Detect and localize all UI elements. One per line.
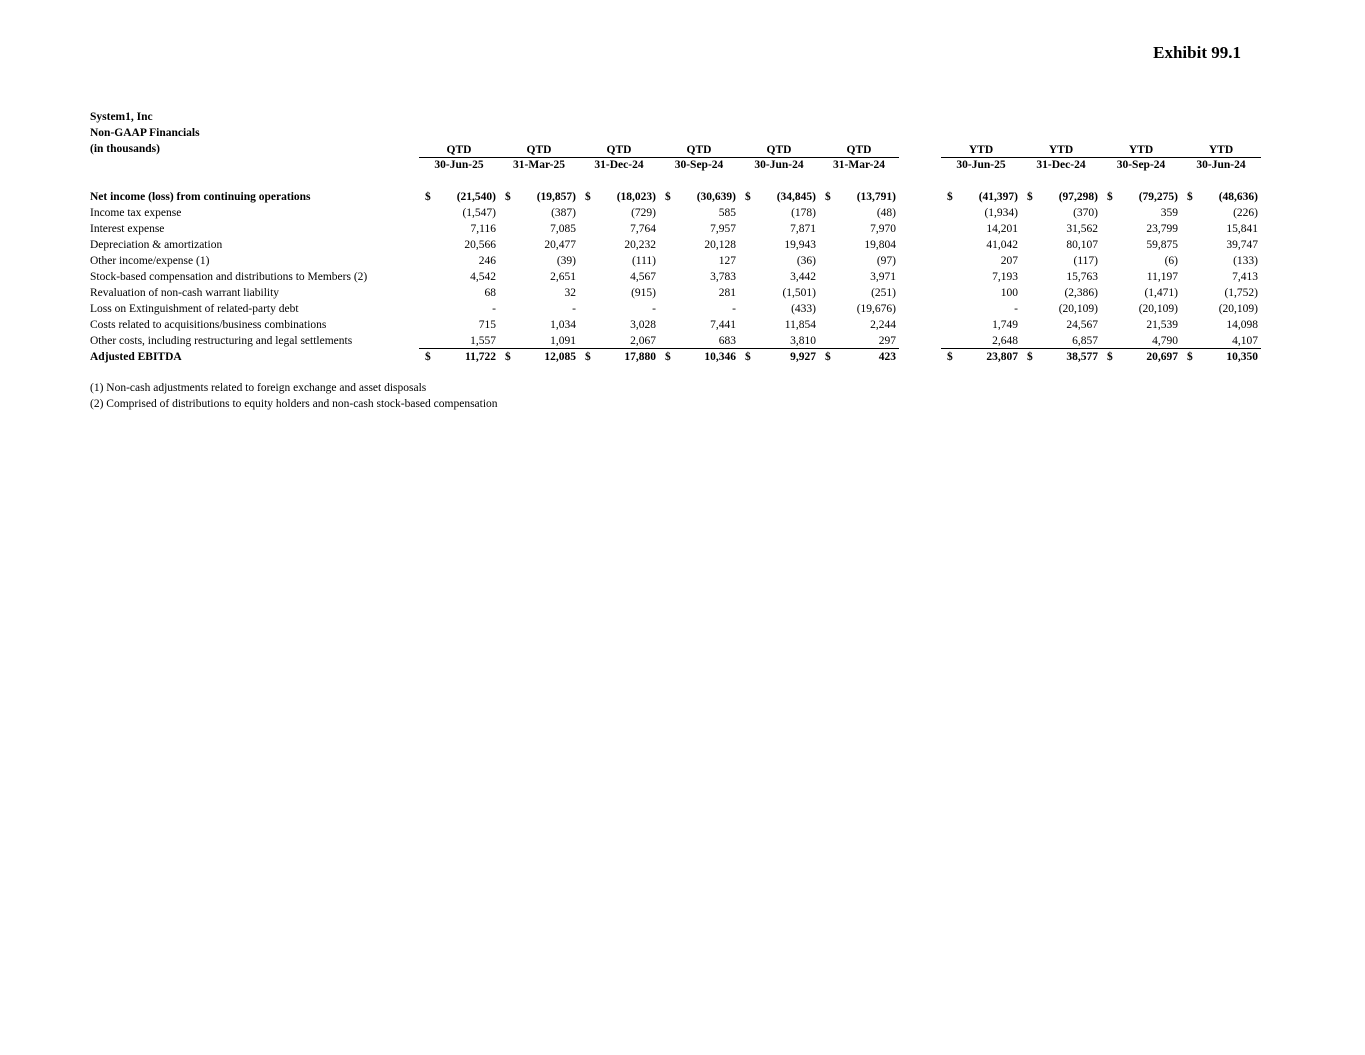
table-cell: 7,116 <box>470 223 496 235</box>
table-cell: - <box>492 303 496 315</box>
table-cell: (48,636) <box>1218 191 1258 203</box>
column-date: 31-Mar-24 <box>833 159 885 171</box>
currency-symbol: $ <box>425 351 431 363</box>
table-cell: (19,676) <box>856 303 896 315</box>
table-cell: 715 <box>478 319 496 331</box>
row-label: Costs related to acquisitions/business combinations <box>90 319 327 331</box>
table-cell: (111) <box>631 255 656 267</box>
table-cell: 20,697 <box>1146 351 1178 363</box>
table-cell: 11,197 <box>1146 271 1178 283</box>
table-cell: 19,804 <box>864 239 896 251</box>
table-cell: (19,857) <box>536 191 576 203</box>
table-cell: 7,085 <box>550 223 576 235</box>
table-cell: (2,386) <box>1064 287 1098 299</box>
table-cell: 683 <box>718 335 736 347</box>
table-cell: 14,098 <box>1226 319 1258 331</box>
table-cell: 10,346 <box>704 351 736 363</box>
table-cell: (97) <box>876 255 896 267</box>
table-cell: (34,845) <box>776 191 816 203</box>
qtd-header-rule <box>419 157 899 158</box>
table-cell: (1,934) <box>984 207 1018 219</box>
table-cell: 24,567 <box>1066 319 1098 331</box>
units-note: (in thousands) <box>90 143 160 155</box>
table-cell: 19,943 <box>784 239 816 251</box>
table-cell: 14,201 <box>986 223 1018 235</box>
row-label: Other costs, including restructuring and legal settlements <box>90 335 353 347</box>
table-cell: 127 <box>718 255 736 267</box>
table-cell: (433) <box>791 303 816 315</box>
currency-symbol: $ <box>825 351 831 363</box>
table-cell: (1,547) <box>462 207 496 219</box>
table-cell: 281 <box>718 287 736 299</box>
currency-symbol: $ <box>825 191 831 203</box>
table-cell: 7,957 <box>710 223 736 235</box>
column-period-type: QTD <box>686 144 712 156</box>
table-cell: (97,298) <box>1058 191 1098 203</box>
table-cell: 207 <box>1000 255 1018 267</box>
currency-symbol: $ <box>1027 191 1033 203</box>
report-subtitle: Non-GAAP Financials <box>90 127 200 139</box>
currency-symbol: $ <box>1187 351 1193 363</box>
currency-symbol: $ <box>1027 351 1033 363</box>
footnote-1: (1) Non-cash adjustments related to foreign exchange and asset disposals <box>90 382 427 394</box>
table-cell: 1,557 <box>470 335 496 347</box>
table-cell: 20,232 <box>624 239 656 251</box>
table-cell: 7,413 <box>1232 271 1258 283</box>
table-cell: 4,107 <box>1232 335 1258 347</box>
table-cell: 12,085 <box>544 351 576 363</box>
column-period-type: QTD <box>446 144 472 156</box>
table-cell: 585 <box>718 207 736 219</box>
table-cell: - <box>732 303 736 315</box>
table-cell: (729) <box>631 207 656 219</box>
column-date: 30-Jun-25 <box>434 159 484 171</box>
table-cell: 1,091 <box>550 335 576 347</box>
table-cell: 359 <box>1160 207 1178 219</box>
table-cell: 68 <box>484 287 496 299</box>
currency-symbol: $ <box>665 351 671 363</box>
column-period-type: QTD <box>526 144 552 156</box>
table-cell: 1,749 <box>992 319 1018 331</box>
table-cell: (226) <box>1233 207 1258 219</box>
table-cell: (370) <box>1073 207 1098 219</box>
currency-symbol: $ <box>745 351 751 363</box>
table-cell: 6,857 <box>1072 335 1098 347</box>
table-cell: 1,034 <box>550 319 576 331</box>
table-cell: 15,763 <box>1066 271 1098 283</box>
row-label: Depreciation & amortization <box>90 239 223 251</box>
table-cell: (79,275) <box>1138 191 1178 203</box>
table-cell: 39,747 <box>1226 239 1258 251</box>
table-cell: 59,875 <box>1146 239 1178 251</box>
table-cell: 246 <box>478 255 496 267</box>
table-cell: (133) <box>1233 255 1258 267</box>
currency-symbol: $ <box>505 191 511 203</box>
currency-symbol: $ <box>505 351 511 363</box>
ytd-total-rule <box>941 348 1261 349</box>
table-cell: (387) <box>551 207 576 219</box>
table-cell: 7,441 <box>710 319 736 331</box>
column-date: 30-Jun-24 <box>754 159 804 171</box>
currency-symbol: $ <box>665 191 671 203</box>
table-cell: 3,028 <box>630 319 656 331</box>
table-cell: (13,791) <box>856 191 896 203</box>
qtd-total-rule <box>419 348 899 349</box>
row-label: Other income/expense (1) <box>90 255 210 267</box>
table-cell: 7,970 <box>870 223 896 235</box>
column-period-type: QTD <box>766 144 792 156</box>
table-cell: 20,477 <box>544 239 576 251</box>
table-cell: (1,752) <box>1224 287 1258 299</box>
ytd-header-rule <box>941 157 1261 158</box>
table-cell: 80,107 <box>1066 239 1098 251</box>
currency-symbol: $ <box>947 351 953 363</box>
table-cell: 2,651 <box>550 271 576 283</box>
table-cell: (30,639) <box>696 191 736 203</box>
table-cell: 17,880 <box>624 351 656 363</box>
table-cell: 10,350 <box>1226 351 1258 363</box>
table-cell: 4,567 <box>630 271 656 283</box>
row-label: Net income (loss) from continuing operations <box>90 191 311 203</box>
table-cell: (48) <box>876 207 896 219</box>
row-label: Interest expense <box>90 223 165 235</box>
currency-symbol: $ <box>585 191 591 203</box>
table-cell: (251) <box>871 287 896 299</box>
table-cell: (20,109) <box>1058 303 1098 315</box>
column-date: 30-Jun-24 <box>1196 159 1246 171</box>
table-cell: 23,807 <box>986 351 1018 363</box>
column-date: 30-Sep-24 <box>674 159 724 171</box>
table-cell: 2,067 <box>630 335 656 347</box>
table-cell: (117) <box>1073 255 1098 267</box>
column-period-type: QTD <box>606 144 632 156</box>
column-period-type: YTD <box>1048 144 1074 156</box>
currency-symbol: $ <box>1107 351 1113 363</box>
table-cell: (178) <box>791 207 816 219</box>
table-cell: - <box>572 303 576 315</box>
table-cell: 3,971 <box>870 271 896 283</box>
currency-symbol: $ <box>585 351 591 363</box>
table-cell: (915) <box>631 287 656 299</box>
currency-symbol: $ <box>947 191 953 203</box>
table-cell: (20,109) <box>1218 303 1258 315</box>
table-cell: 4,790 <box>1152 335 1178 347</box>
table-cell: 3,783 <box>710 271 736 283</box>
currency-symbol: $ <box>745 191 751 203</box>
table-cell: 423 <box>878 351 896 363</box>
table-cell: - <box>1014 303 1018 315</box>
table-cell: 41,042 <box>986 239 1018 251</box>
column-date: 30-Jun-25 <box>956 159 1006 171</box>
table-cell: 20,128 <box>704 239 736 251</box>
column-date: 31-Mar-25 <box>513 159 565 171</box>
table-cell: - <box>652 303 656 315</box>
column-date: 31-Dec-24 <box>1036 159 1086 171</box>
table-cell: (21,540) <box>456 191 496 203</box>
company-name: System1, Inc <box>90 111 153 123</box>
table-cell: (36) <box>796 255 816 267</box>
table-cell: 38,577 <box>1066 351 1098 363</box>
row-label: Income tax expense <box>90 207 182 219</box>
row-label: Revaluation of non-cash warrant liability <box>90 287 280 299</box>
table-cell: 2,244 <box>870 319 896 331</box>
table-cell: 20,566 <box>464 239 496 251</box>
footnote-2: (2) Comprised of distributions to equity holders and non-cash stock-based compensation <box>90 398 498 410</box>
table-cell: 3,442 <box>790 271 816 283</box>
table-cell: (1,471) <box>1144 287 1178 299</box>
row-label: Adjusted EBITDA <box>90 351 182 363</box>
currency-symbol: $ <box>1187 191 1193 203</box>
exhibit-label: Exhibit 99.1 <box>1153 43 1241 62</box>
table-cell: 15,841 <box>1226 223 1258 235</box>
table-cell: 4,542 <box>470 271 496 283</box>
column-date: 30-Sep-24 <box>1116 159 1166 171</box>
table-cell: (18,023) <box>616 191 656 203</box>
table-cell: 21,539 <box>1146 319 1178 331</box>
column-period-type: YTD <box>968 144 994 156</box>
table-cell: 2,648 <box>992 335 1018 347</box>
table-cell: 31,562 <box>1066 223 1098 235</box>
table-cell: 7,193 <box>992 271 1018 283</box>
column-period-type: QTD <box>846 144 872 156</box>
table-cell: 297 <box>878 335 896 347</box>
table-cell: 11,722 <box>465 351 496 363</box>
table-cell: 32 <box>564 287 576 299</box>
column-date: 31-Dec-24 <box>594 159 644 171</box>
table-cell: (1,501) <box>782 287 816 299</box>
currency-symbol: $ <box>1107 191 1113 203</box>
column-period-type: YTD <box>1128 144 1154 156</box>
table-cell: 9,927 <box>790 351 816 363</box>
table-cell: (41,397) <box>978 191 1018 203</box>
column-period-type: YTD <box>1208 144 1234 156</box>
table-cell: (20,109) <box>1138 303 1178 315</box>
table-cell: (6) <box>1164 255 1178 267</box>
row-label: Loss on Extinguishment of related-party debt <box>90 303 299 315</box>
table-cell: 3,810 <box>790 335 816 347</box>
table-cell: 11,854 <box>784 319 816 331</box>
table-cell: 100 <box>1000 287 1018 299</box>
row-label: Stock-based compensation and distributions to Members (2) <box>90 271 368 283</box>
table-cell: (39) <box>556 255 576 267</box>
table-cell: 7,764 <box>630 223 656 235</box>
currency-symbol: $ <box>425 191 431 203</box>
table-cell: 7,871 <box>790 223 816 235</box>
table-cell: 23,799 <box>1146 223 1178 235</box>
